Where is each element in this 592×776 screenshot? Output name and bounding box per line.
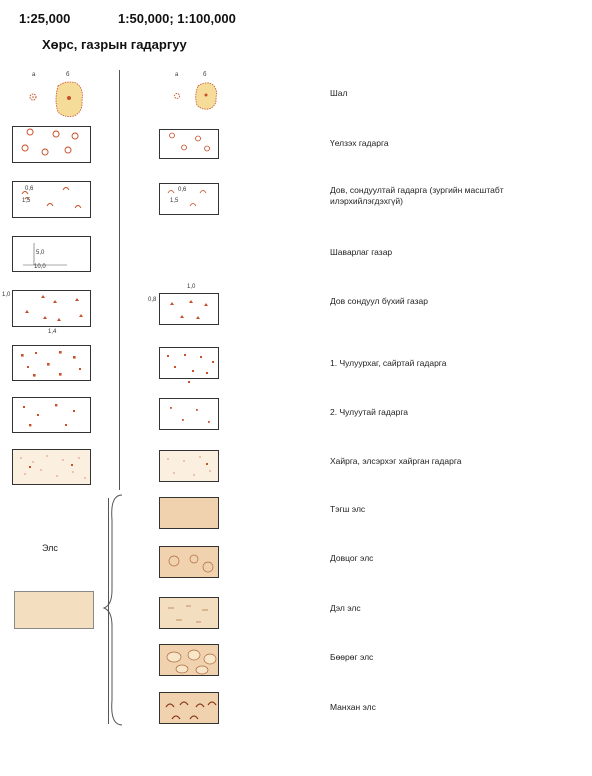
dim-0-6-large: 0,6 — [25, 186, 34, 192]
row-label-stony: 2. Чулуутай гадарга — [330, 407, 408, 417]
scale-large-heading: 1:25,000 — [19, 11, 71, 26]
dim-10-0: 10,0 — [34, 264, 46, 270]
marsh-area-symbol-large — [52, 78, 86, 120]
legend-box-stony-small — [159, 398, 219, 430]
row-label-ridge-sand: Дэл элс — [330, 603, 361, 613]
dim-1-5-large: 1,5 — [22, 198, 31, 204]
sand-group-label: Элс — [42, 543, 58, 553]
row-label-tussock-sand: Довцог элс — [330, 553, 374, 563]
mark-a-small: a — [175, 72, 179, 78]
row-label-muddy: Шаварлаг газар — [330, 247, 393, 257]
row-label-gravel: Хайрга, элсэрхэг хайрган гадарга — [330, 456, 462, 466]
mark-b-large: б — [66, 72, 70, 78]
legend-box-rocky-small — [159, 347, 219, 379]
sand-group-brace — [100, 490, 130, 730]
dim-1-0-small: 1,0 — [187, 284, 196, 290]
legend-box-undulating-small — [159, 129, 219, 159]
legend-box-gravel-small — [159, 450, 219, 482]
marsh-small-symbol-large — [26, 90, 40, 104]
page-title: Хөрс, газрын гадаргуу — [42, 37, 187, 52]
legend-box-ridge-sand — [159, 597, 219, 629]
legend-box-stony-large — [12, 397, 91, 433]
scale-small-heading: 1:50,000; 1:100,000 — [118, 11, 236, 26]
marsh-area-symbol-small — [193, 80, 219, 112]
legend-box-undulating-large — [12, 126, 91, 163]
legend-box-hummocky-small — [159, 183, 219, 215]
dim-1-0-large: 1,0 — [2, 292, 11, 298]
dim-0-6-small: 0,6 — [178, 187, 187, 193]
row-label-hillock-sand: Бөөрөг элс — [330, 652, 374, 662]
legend-box-sand-large — [14, 591, 94, 629]
legend-box-hillock-sand — [159, 644, 219, 676]
row-label-undulating: Үелзэх гадарга — [330, 138, 389, 148]
legend-box-gravel-large — [12, 449, 91, 485]
legend-box-muddy-large — [12, 236, 91, 272]
legend-box-rocky-large — [12, 345, 91, 381]
marsh-small-symbol-small — [171, 90, 183, 102]
row-label-dune-sand: Манхан элс — [330, 702, 376, 712]
row-label-flat-sand: Тэгш элс — [330, 504, 366, 514]
rocky-stray-dot — [188, 381, 190, 383]
legend-box-tussock-sand — [159, 546, 219, 578]
dim-0-8-small: 0,8 — [148, 297, 157, 303]
dim-5-0: 5,0 — [36, 250, 45, 256]
dim-1-5-small: 1,5 — [170, 198, 179, 204]
column-divider — [119, 70, 120, 490]
legend-box-dune-sand — [159, 692, 219, 724]
row-label-hummocky: Дов, сондуултай гадарга (зургийн масштабт илэрхийлэгдэхгүй) — [330, 185, 504, 206]
row-label-mounds: Дов сондуул бүхий газар — [330, 296, 428, 306]
mark-a-large: a — [32, 72, 36, 78]
dim-1-4-large: 1,4 — [48, 329, 57, 335]
legend-box-mounds-small — [159, 293, 219, 325]
mark-b-small: б — [203, 72, 207, 78]
legend-box-mounds-large — [12, 290, 91, 327]
row-label-marsh: Шал — [330, 88, 348, 98]
row-label-rocky: 1. Чулуурхаг, сайртай гадарга — [330, 358, 447, 368]
legend-box-flat-sand — [159, 497, 219, 529]
